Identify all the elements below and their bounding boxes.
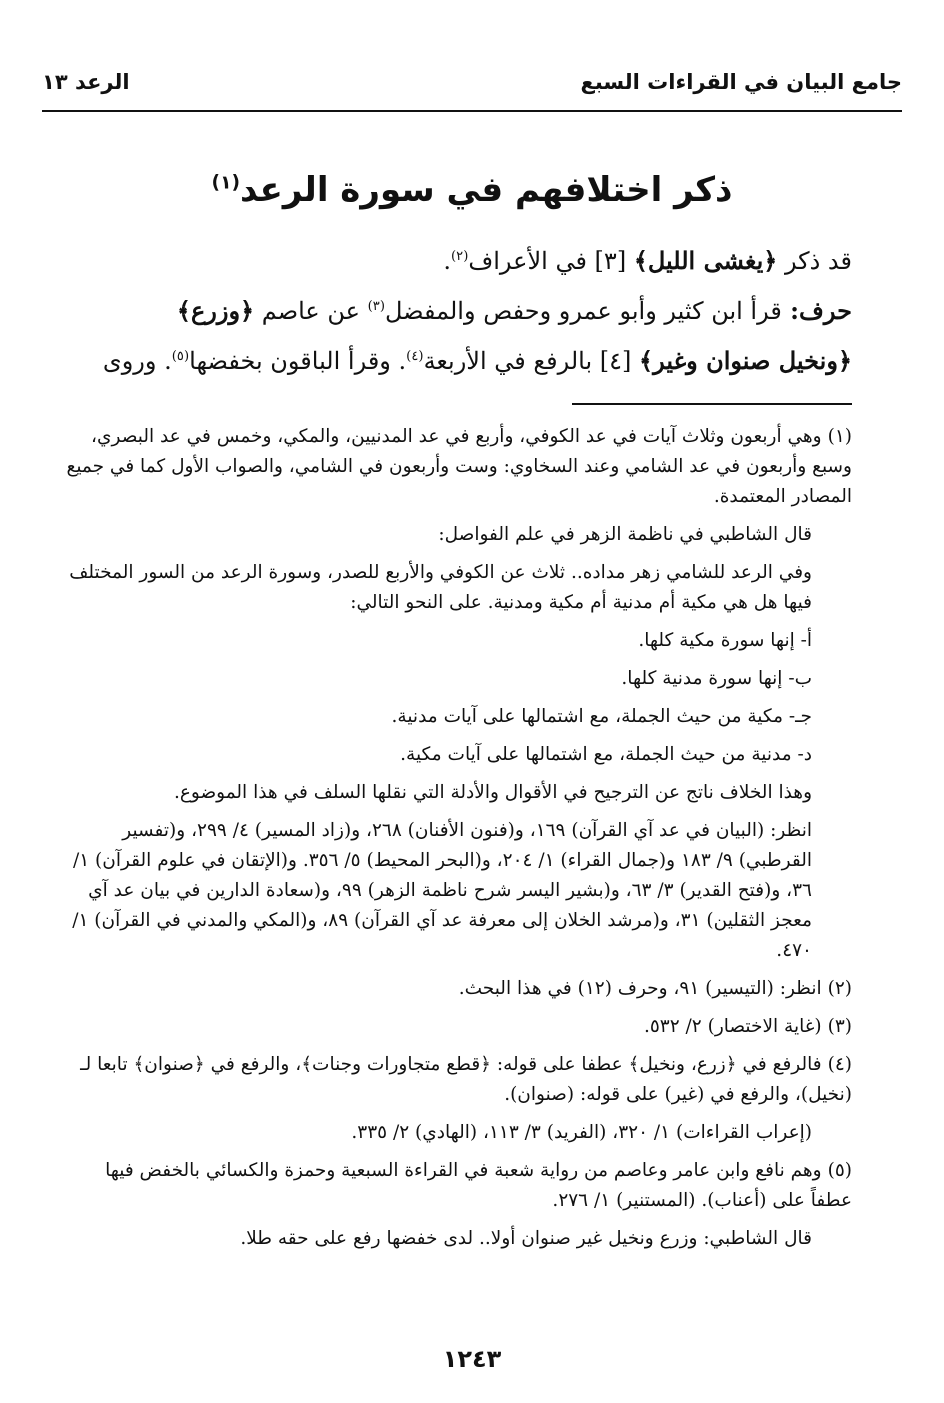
text-span: . وروى — [102, 347, 172, 375]
footnote-number: (٥) — [827, 1160, 852, 1181]
footnote-text: وهي أربعون وثلاث آيات في عد الكوفي، وأربع في عد المدنيين، والمكي، وخمس في عد البصري، وسبع وأربعون في عد الشامي وعند السخاوي: وست وأربعون في الشامي، والصواب الأول كما في جميع المصادر المعتمدة. — [66, 426, 852, 507]
chapter-title — [0, 170, 944, 210]
book-title: جامع البيان في القراءات السبع — [580, 70, 902, 94]
footnote-text: فالرفع في ﴿زرع، ونخيل﴾ عطفا على قوله: ﴿قطع متجاورات وجنات﴾، والرفع في ﴿صنوان﴾ تابعا لـ (نخيل)، والرفع في (غير) على قوله: (صنوان). — [80, 1054, 852, 1105]
text-span: . — [443, 247, 451, 275]
footnote-ref: (٢) — [450, 249, 469, 264]
footnote-text: وهم نافع وابن عامر وعاصم من رواية شعبة في القراءة السبعية وحمزة والكسائي بالخفض فيها عطفاً على (أعناب). (المستنير) ١/ ٢٧٦. — [105, 1160, 852, 1211]
harf-label: حرف: — [781, 296, 852, 325]
footnote-4-sources: (إعراب القراءات) ١/ ٣٢٠، (الفريد) ٣/ ١١٣، (الهادي) ٢/ ٣٣٥. — [351, 1122, 812, 1143]
footnote-3 — [64, 1012, 852, 1042]
footnote-1 — [64, 422, 852, 512]
footnote-text: انظر: (التيسير) ٩١، وحرف (١٢) في هذا البحث. — [458, 978, 822, 999]
footnote-1-item: د- مدنية من حيث الجملة، مع اشتمالها على آيات مكية. — [400, 744, 812, 765]
quran-quote: ﴿وزرع﴾ — [176, 296, 255, 325]
footnote-number: (٢) — [827, 978, 852, 999]
quran-quote: ﴿ونخيل صنوان وغير﴾ — [639, 346, 852, 375]
footnote-divider — [572, 403, 852, 405]
main-line-1 — [66, 236, 852, 286]
section-label: الرعد ١٣ — [42, 70, 130, 94]
footnote-ref: (٤) — [406, 349, 424, 364]
footnote-4 — [64, 1050, 852, 1110]
main-line-2 — [66, 286, 852, 336]
footnote-number: (٤) — [827, 1054, 852, 1075]
footnote-1-para: وفي الرعد للشامي زهر مداده.. ثلاث عن الكوفي والأربع للصدر، وسورة الرعد من السور المختلف فيها هل هي مكية أم مدنية أم مكية ومدنية. على النحو التالي: — [69, 562, 812, 613]
text-span: عن عاصم — [254, 297, 368, 325]
footnote-1-sources: انظر: (البيان في عد آي القرآن) ١٦٩، و(فنون الأفنان) ٢٦٨، و(زاد المسير) ٤/ ٢٩٩، و(تفسير القرطبي) ٩/ ١٨٣ و(جمال القراء) ١/ ٢٠٤، و(البحر المحيط) ٥/ ٣٥٦. و(الإتقان في علوم القرآن) ١/ ٣٦، و(فتح القدير) ٣/ ٦٣، و(بشير اليسر شرح ناظمة الزهر) ٩٩، و(سعادة الدارين في بيان عد آي معجز الثقلين) ٣١، و(مرشد الخلان إلى معرفة عد آي القرآن) ٨٩، و(المكي والمدني في القرآن) ١/ ٤٧٠. — [72, 820, 812, 961]
text-span: [٣] في الأعراف — [468, 247, 634, 275]
footnote-1-item: ب- إنها سورة مدنية كلها. — [621, 668, 812, 689]
footnote-1-item: أ- إنها سورة مكية كلها. — [638, 630, 812, 651]
footnote-number: (١) — [827, 426, 852, 447]
running-header — [42, 70, 902, 94]
footnote-2 — [64, 974, 852, 1004]
quran-quote: ﴿يغشى الليل﴾ — [633, 246, 778, 275]
footnote-ref: (٥) — [171, 349, 190, 364]
text-span: . وقرأ الباقون بخفضها — [189, 347, 407, 375]
main-text — [66, 236, 852, 386]
footnote-text: (غاية الاختصار) ٢/ ٥٣٢. — [643, 1016, 822, 1037]
text-span: قد ذكر — [777, 247, 852, 275]
footnote-1-para: قال الشاطبي في ناظمة الزهر في علم الفواصل: — [438, 524, 812, 545]
page-number: ١٢٤٣ — [442, 1345, 502, 1373]
chapter-title-text: ذكر اختلافهم في سورة الرعد — [240, 170, 733, 210]
footnotes — [64, 422, 852, 1262]
footnote-1-item: جـ- مكية من حيث الجملة، مع اشتمالها على آيات مدنية. — [391, 706, 812, 727]
text-span: [٤] بالرفع في الأربعة — [423, 347, 640, 375]
footnote-number: (٣) — [827, 1016, 852, 1037]
main-line-3 — [66, 336, 852, 386]
text-span: قرأ ابن كثير وأبو عمرو وحفص والمفضل — [384, 297, 782, 325]
footnote-1-para: وهذا الخلاف ناتج عن الترجيح في الأقوال والأدلة التي نقلها السلف في هذا الموضوع. — [173, 782, 812, 803]
footnote-5 — [64, 1156, 852, 1216]
chapter-footnote-ref: (١) — [211, 172, 241, 194]
footnote-ref: (٣) — [367, 299, 385, 314]
header-divider — [42, 110, 902, 112]
footnote-5-verse: قال الشاطبي: وزرع ونخيل غير صنوان أولا.. لدى خفضها رفع على حقه طلا. — [240, 1228, 812, 1249]
